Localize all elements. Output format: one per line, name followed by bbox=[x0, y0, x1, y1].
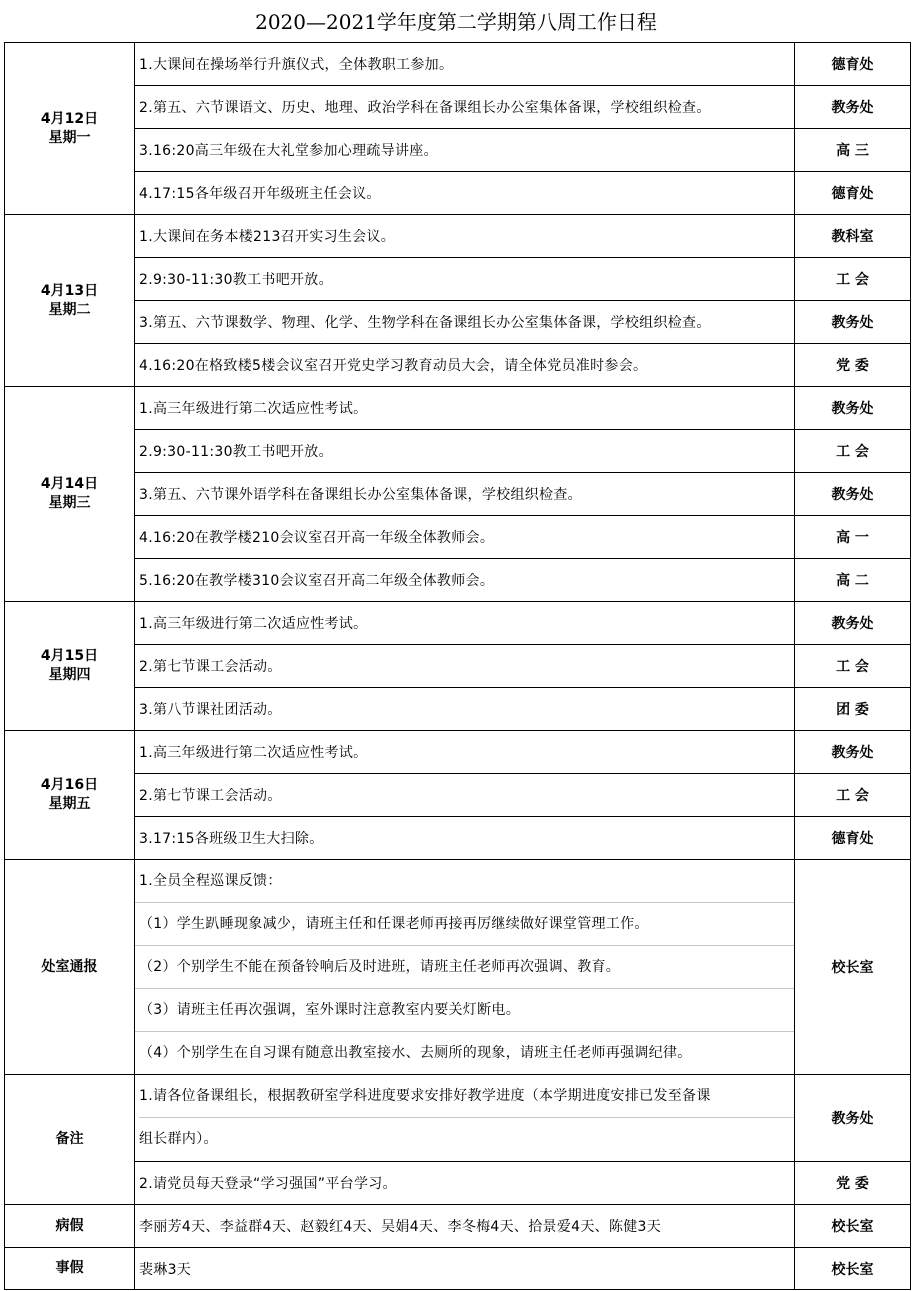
item-dept: 党 委 bbox=[795, 1162, 911, 1205]
notice-dept: 校长室 bbox=[795, 860, 911, 1075]
item-dept: 教科室 bbox=[795, 215, 911, 258]
item-dept: 教务处 bbox=[795, 301, 911, 344]
date-label: 4月12日 bbox=[40, 110, 99, 127]
remark-item bbox=[135, 1075, 795, 1162]
table-row bbox=[5, 1205, 911, 1248]
item-text: 3.第五、六节课外语学科在备课组长办公室集体备课，学校组织检查。 bbox=[135, 473, 795, 516]
item-text: 2.9:30-11:30教工书吧开放。 bbox=[135, 258, 795, 301]
table-row bbox=[5, 43, 911, 86]
date-cell bbox=[5, 215, 135, 387]
date-label: 4月15日 bbox=[40, 648, 99, 664]
table-row bbox=[5, 1075, 911, 1162]
item-dept: 校长室 bbox=[795, 1205, 911, 1248]
item-text: 3.第五、六节课数学、物理、化学、生物学科在备课组长办公室集体备课，学校组织检查。 bbox=[135, 301, 795, 344]
item-dept: 德育处 bbox=[795, 172, 911, 215]
item-dept: 教务处 bbox=[795, 602, 911, 645]
weekday-label: 星期三 bbox=[48, 495, 91, 511]
page-title: 2020—2021学年度第二学期第八周工作日程 bbox=[255, 10, 657, 34]
table-row bbox=[5, 258, 911, 301]
notice-line: （1）学生趴睡现象减少，请班主任和任课老师再接再厉继续做好课堂管理工作。 bbox=[135, 903, 794, 946]
date-cell bbox=[5, 387, 135, 602]
table-row bbox=[5, 731, 911, 774]
table-row bbox=[5, 86, 911, 129]
remark-item: 2.请党员每天登录“学习强国”平台学习。 bbox=[135, 1162, 795, 1205]
notice-line: （3）请班主任再次强调，室外课时注意教室内要关灯断电。 bbox=[135, 989, 794, 1032]
date-cell bbox=[5, 602, 135, 731]
date-label: 4月14日 bbox=[40, 476, 99, 492]
item-dept: 高 二 bbox=[795, 559, 911, 602]
item-dept: 校长室 bbox=[795, 1248, 911, 1290]
table-row bbox=[5, 1162, 911, 1205]
item-dept: 团 委 bbox=[795, 688, 911, 731]
table-row bbox=[5, 817, 911, 860]
item-text: 4.16:20在格致楼5楼会议室召开党史学习教育动员大会，请全体党员准时参会。 bbox=[135, 344, 795, 387]
personal-leave-label: 事假 bbox=[5, 1248, 135, 1290]
item-text: 4.16:20在教学楼210会议室召开高一年级全体教师会。 bbox=[135, 516, 795, 559]
table-row bbox=[5, 516, 911, 559]
table-row bbox=[5, 344, 911, 387]
table-row bbox=[5, 430, 911, 473]
item-dept: 工 会 bbox=[795, 430, 911, 473]
item-text: 5.16:20在教学楼310会议室召开高二年级全体教师会。 bbox=[135, 559, 795, 602]
remarks-label: 备注 bbox=[5, 1075, 135, 1205]
item-dept: 德育处 bbox=[795, 817, 911, 860]
notice-line: （2）个别学生不能在预备铃响后及时进班，请班主任老师再次强调、教育。 bbox=[135, 946, 794, 989]
remark-line: 组长群内）。 bbox=[139, 1131, 218, 1147]
sick-leave-label: 病假 bbox=[5, 1205, 135, 1248]
schedule-table bbox=[4, 42, 911, 1290]
item-dept: 教务处 bbox=[795, 473, 911, 516]
notice-line: （4）个别学生在自习课有随意出教室接水、去厕所的现象，请班主任老师再强调纪律。 bbox=[139, 1045, 692, 1061]
item-dept: 工 会 bbox=[795, 774, 911, 817]
item-dept: 高 三 bbox=[795, 129, 911, 172]
item-text: 3.17:15各班级卫生大扫除。 bbox=[135, 817, 795, 860]
table-row bbox=[5, 645, 911, 688]
item-text: 1.大课间在操场举行升旗仪式，全体教职工参加。 bbox=[135, 43, 795, 86]
item-dept: 党 委 bbox=[795, 344, 911, 387]
item-dept: 教务处 bbox=[795, 1075, 911, 1162]
sick-leave-text: 李丽芳4天、李益群4天、赵毅红4天、吴娟4天、李冬梅4天、拾景爱4天、陈健3天 bbox=[135, 1205, 795, 1248]
item-text: 3.16:20高三年级在大礼堂参加心理疏导讲座。 bbox=[135, 129, 795, 172]
date-label: 4月16日 bbox=[40, 777, 99, 793]
date-label: 4月13日 bbox=[40, 282, 99, 299]
item-dept: 高 一 bbox=[795, 516, 911, 559]
notice-row bbox=[5, 860, 911, 1075]
notice-label: 处室通报 bbox=[5, 860, 135, 1075]
item-text: 1.高三年级进行第二次适应性考试。 bbox=[135, 387, 795, 430]
item-text: 2.第五、六节课语文、历史、地理、政治学科在备课组长办公室集体备课，学校组织检查。 bbox=[135, 86, 795, 129]
table-row bbox=[5, 473, 911, 516]
table-row bbox=[5, 301, 911, 344]
item-text: 2.第七节课工会活动。 bbox=[135, 645, 795, 688]
table-row bbox=[5, 387, 911, 430]
date-cell bbox=[5, 43, 135, 215]
weekday-label: 星期二 bbox=[48, 301, 91, 318]
item-text: 2.9:30-11:30教工书吧开放。 bbox=[135, 430, 795, 473]
table-row bbox=[5, 172, 911, 215]
personal-leave-text: 裴琳3天 bbox=[135, 1248, 795, 1290]
item-text: 2.第七节课工会活动。 bbox=[135, 774, 795, 817]
weekday-label: 星期四 bbox=[48, 667, 91, 683]
date-cell bbox=[5, 731, 135, 860]
table-row bbox=[5, 559, 911, 602]
table-row bbox=[5, 602, 911, 645]
item-dept: 工 会 bbox=[795, 258, 911, 301]
item-dept: 教务处 bbox=[795, 86, 911, 129]
item-dept: 工 会 bbox=[795, 645, 911, 688]
item-text: 1.大课间在务本楼213召开实习生会议。 bbox=[135, 215, 795, 258]
item-dept: 德育处 bbox=[795, 43, 911, 86]
notice-content bbox=[135, 860, 795, 1075]
notice-line: 1.全员全程巡课反馈： bbox=[135, 860, 794, 903]
table-row bbox=[5, 215, 911, 258]
item-dept: 教务处 bbox=[795, 731, 911, 774]
item-text: 1.高三年级进行第二次适应性考试。 bbox=[135, 602, 795, 645]
weekday-label: 星期一 bbox=[48, 129, 91, 146]
weekday-label: 星期五 bbox=[48, 796, 91, 812]
table-row bbox=[5, 688, 911, 731]
item-text: 1.高三年级进行第二次适应性考试。 bbox=[135, 731, 795, 774]
table-row bbox=[5, 774, 911, 817]
item-text: 4.17:15各年级召开年级班主任会议。 bbox=[135, 172, 795, 215]
table-row bbox=[5, 1248, 911, 1290]
item-text: 3.第八节课社团活动。 bbox=[135, 688, 795, 731]
remark-line: 1.请各位备课组长，根据教研室学科进度要求安排好教学进度（本学期进度安排已发至备课 bbox=[139, 1075, 794, 1118]
table-row bbox=[5, 129, 911, 172]
item-dept: 教务处 bbox=[795, 387, 911, 430]
